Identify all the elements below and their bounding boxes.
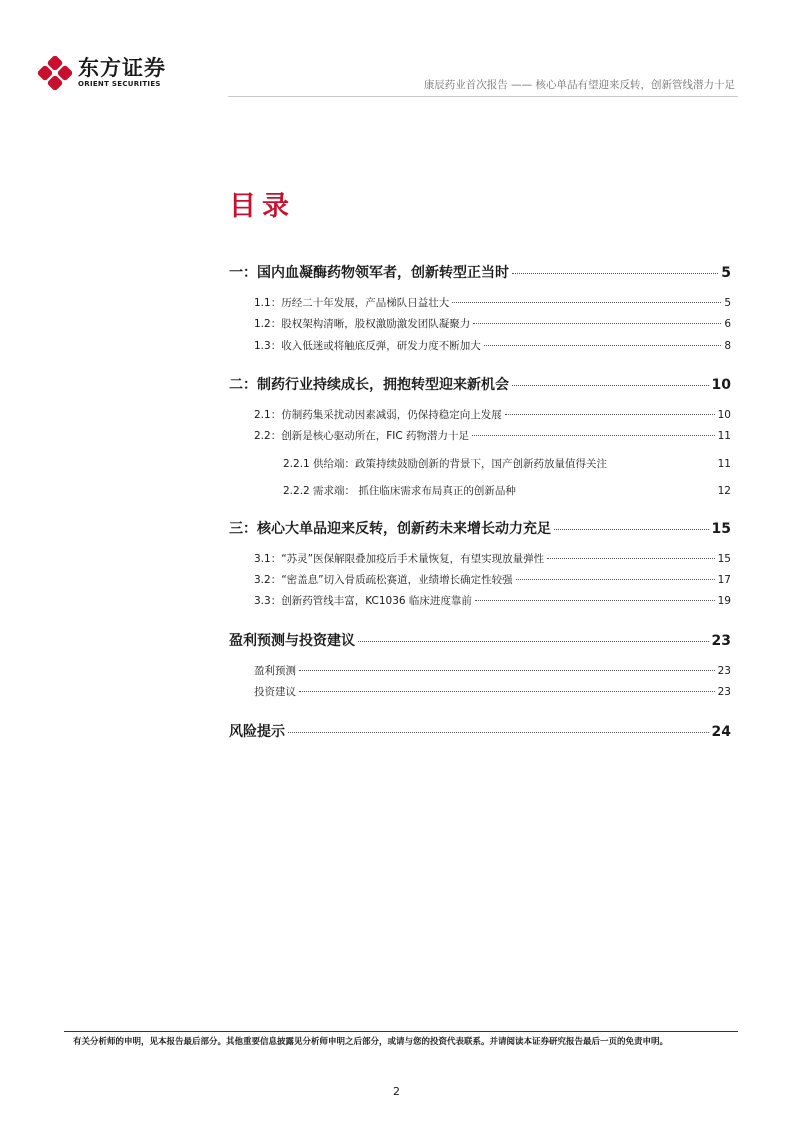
toc-entry-label: 2.1：仿制药集采扰动因素减弱，仍保持稳定向上发展	[254, 409, 502, 421]
toc-entry-page: 11	[717, 458, 731, 470]
report-header-title: 康辰药业首次报告 —— 核心单品有望迎来反转，创新管线潜力十足	[423, 79, 735, 91]
toc-entry-section-2-2-1[interactable]	[283, 456, 731, 471]
toc-entry-label: 2.2.2 需求端： 抓住临床需求布局真正的创新品种	[283, 485, 516, 497]
toc-entry-label: 盈利预测与投资建议	[229, 633, 355, 649]
toc-entry-page: 5	[721, 265, 731, 281]
toc-leader-dots	[554, 529, 709, 530]
toc-entry-section-2-2[interactable]	[254, 428, 731, 443]
orient-logo-icon	[38, 56, 72, 90]
logo-chinese-name: 东方证券	[78, 56, 166, 80]
toc-entry-label: 1.1：历经二十年发展，产品梯队日益壮大	[254, 297, 450, 309]
toc-entry-label: 2.2.1 供给端：政策持续鼓励创新的背景下，国产创新药放量值得关注	[283, 458, 608, 470]
toc-entry-chapter-3[interactable]	[229, 518, 731, 538]
toc-entry-section-2-2-2[interactable]	[283, 483, 731, 498]
toc-entry-section-1-1[interactable]	[254, 295, 731, 310]
toc-leader-dots	[472, 435, 715, 436]
toc-entry-forecast-and-advice[interactable]	[229, 630, 731, 650]
toc-entry-page: 24	[711, 724, 731, 740]
toc-entry-label: 2.2：创新是核心驱动所在，FIC 药物潜力十足	[254, 430, 470, 442]
toc-entry-page: 11	[717, 430, 731, 442]
toc-entry-label: 1.3：收入低迷或将触底反弹，研发力度不断加大	[254, 340, 481, 352]
toc-entry-label: 三：核心大单品迎来反转，创新药未来增长动力充足	[229, 521, 551, 537]
toc-entry-label: 投资建议	[254, 686, 296, 698]
toc-entry-page: 5	[724, 297, 731, 309]
toc-entry-page: 10	[711, 377, 731, 393]
toc-entry-chapter-1[interactable]	[229, 262, 731, 282]
logo-english-name: ORIENT SECURITIES	[78, 80, 161, 88]
toc-entry-label: 3.2：“密盖息”切入骨质疏松赛道，业绩增长确定性较强	[254, 574, 513, 586]
toc-entry-section-3-3[interactable]	[254, 593, 731, 608]
toc-entry-label: 3.1：“苏灵”医保解限叠加疫后手术量恢复，有望实现放量弹性	[254, 553, 545, 565]
toc-entry-page: 6	[724, 318, 731, 330]
toc-entry-page: 17	[717, 574, 731, 586]
toc-entry-section-1-2[interactable]	[254, 316, 731, 331]
toc-entry-label: 二：制药行业持续成长，拥抱转型迎来新机会	[229, 377, 509, 393]
toc-entry-section-2-1[interactable]	[254, 407, 731, 422]
toc-entry-page: 10	[717, 409, 731, 421]
toc-entry-label: 1.2：股权架构清晰，股权激励激发团队凝聚力	[254, 318, 471, 330]
disclaimer-note: 有关分析师的申明，见本报告最后部分。其他重要信息披露见分析师申明之后部分，或请与您的投资代表联系。并请阅读本证券研究报告最后一页的免责申明。	[73, 1037, 669, 1047]
toc-entry-label: 盈利预测	[254, 665, 296, 677]
toc-leader-dots	[484, 345, 722, 346]
page-header	[0, 0, 793, 100]
toc-leader-dots	[475, 600, 715, 601]
toc-entry-investment-advice[interactable]	[254, 684, 731, 699]
toc-leader-dots	[299, 691, 715, 692]
footer-divider	[64, 1031, 738, 1032]
toc-entry-section-3-2[interactable]	[254, 572, 731, 587]
toc-entry-profit-forecast[interactable]	[254, 663, 731, 678]
toc-entry-page: 12	[717, 485, 731, 497]
toc-entry-page: 8	[724, 340, 731, 352]
orient-securities-logo	[38, 56, 166, 90]
toc-entry-label: 风险提示	[229, 724, 285, 740]
toc-entry-risk-warning[interactable]	[229, 721, 731, 741]
toc-leader-dots	[512, 273, 718, 274]
toc-leader-dots	[505, 414, 715, 415]
toc-entry-section-1-3[interactable]	[254, 338, 731, 353]
toc-entry-page: 15	[711, 521, 731, 537]
toc-entry-section-3-1[interactable]	[254, 551, 731, 566]
toc-entry-label: 3.3：创新药管线丰富，KC1036 临床进度靠前	[254, 595, 472, 607]
toc-leader-dots	[547, 558, 715, 559]
page-number: 2	[393, 1085, 400, 1098]
toc-entry-label: 一：国内血凝酶药物领军者，创新转型正当时	[229, 265, 509, 281]
toc-leader-dots	[299, 670, 715, 671]
toc-leader-dots	[452, 302, 721, 303]
toc-entry-page: 23	[717, 686, 731, 698]
header-divider	[228, 96, 738, 97]
toc-leader-dots	[516, 579, 715, 580]
toc-entry-chapter-2[interactable]	[229, 374, 731, 394]
toc-entry-page: 19	[717, 595, 731, 607]
toc-entry-page: 23	[711, 633, 731, 649]
toc-title: 目录	[229, 191, 295, 222]
toc-leader-dots	[288, 732, 709, 733]
toc-entry-page: 15	[717, 553, 731, 565]
toc-leader-dots	[358, 641, 709, 642]
toc-leader-dots	[473, 323, 721, 324]
toc-entry-page: 23	[717, 665, 731, 677]
toc-leader-dots	[512, 385, 709, 386]
